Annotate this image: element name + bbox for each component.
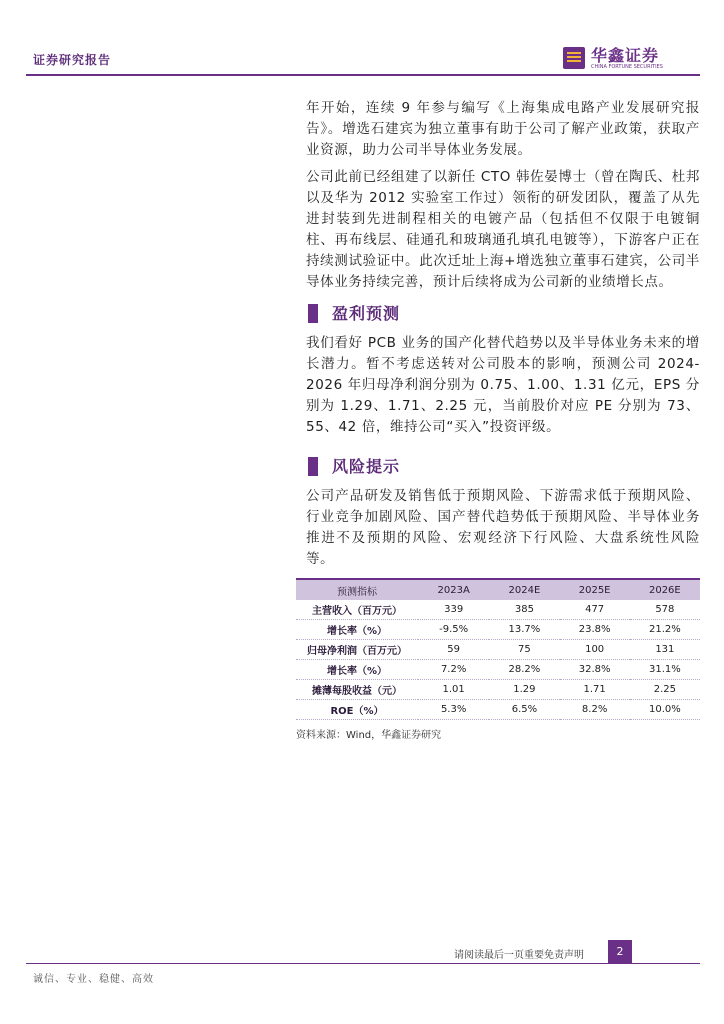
table-header-cell: 2026E — [630, 579, 700, 600]
page-number: 2 — [608, 940, 632, 964]
forecast-paragraph: 我们看好 PCB 业务的国产化替代趋势以及半导体业务未来的增长潜力。暂不考虑送转对公司股本的影响，预测公司 2024-2026 年归母净利润分别为 0.75、1.00、1.31 亿元，EPS 分别为 1.29、1.71、2.25 元，当前股价对应 PE 分别为 73、55、42 倍，维持公司“买入”投资评级。 — [306, 335, 700, 435]
table-cell: 8.2% — [560, 700, 630, 720]
disclaimer-note: 请阅读最后一页重要免责声明 — [454, 950, 584, 961]
section-heading-risk — [306, 452, 700, 482]
table-cell: 7.2% — [418, 660, 489, 680]
table-cell: 13.7% — [489, 620, 559, 640]
table-cell: 21.2% — [630, 620, 700, 640]
row-label: 增长率（%） — [296, 620, 418, 640]
main-content — [296, 98, 700, 741]
table-row — [296, 700, 700, 720]
table-cell: 385 — [489, 600, 559, 620]
table-source-note: 资料来源：Wind，华鑫证券研究 — [296, 730, 442, 741]
row-label: 归母净利润（百万元） — [296, 640, 418, 660]
row-label: 摊薄每股收益（元） — [296, 680, 418, 700]
brand-subtitle: CHINA FORTUNE SECURITIES — [591, 64, 663, 70]
doc-type-label: 证券研究报告 — [33, 53, 112, 67]
table-cell: 59 — [418, 640, 489, 660]
forecast-table — [296, 578, 700, 720]
table-cell: 131 — [630, 640, 700, 660]
risk-paragraph: 公司产品研发及销售低于预期风险、下游需求低于预期风险、行业竞争加剧风险、国产替代趋势低于预期风险、半导体业务推进不及预期的风险、宏观经济下行风险、大盘系统性风险等。 — [306, 488, 700, 567]
section-title: 风险提示 — [332, 457, 401, 476]
table-cell: 32.8% — [560, 660, 630, 680]
table-row — [296, 620, 700, 640]
body-paragraph: 年开始，连续 9 年参与编写《上海集成电路产业发展研究报告》。增选石建宾为独立董事有助于公司了解产业政策，获取产业资源，助力公司半导体业务发展。 — [306, 100, 700, 158]
table-cell: -9.5% — [418, 620, 489, 640]
section-title: 盈利预测 — [332, 304, 401, 323]
table-cell: 578 — [630, 600, 700, 620]
table-header-cell: 2025E — [560, 579, 630, 600]
section-marker-icon — [308, 457, 318, 476]
table-cell: 2.25 — [630, 680, 700, 700]
table-cell: 23.8% — [560, 620, 630, 640]
table-row — [296, 600, 700, 620]
section-marker-icon — [308, 304, 318, 323]
brand-logo — [563, 45, 703, 73]
table-cell: 1.01 — [418, 680, 489, 700]
table-cell: 5.3% — [418, 700, 489, 720]
brand-logo-icon — [563, 47, 585, 69]
footer-slogan: 诚信、专业、稳健、高效 — [33, 974, 154, 985]
row-label: ROE（%） — [296, 700, 418, 720]
table-cell: 1.71 — [560, 680, 630, 700]
table-row — [296, 660, 700, 680]
table-cell: 339 — [418, 600, 489, 620]
section-heading-forecast — [306, 299, 700, 329]
table-header-cell: 预测指标 — [296, 579, 418, 600]
table-row — [296, 640, 700, 660]
table-header-cell: 2024E — [489, 579, 559, 600]
table-cell: 28.2% — [489, 660, 559, 680]
table-cell: 477 — [560, 600, 630, 620]
table-row — [296, 680, 700, 700]
table-header-cell: 2023A — [418, 579, 489, 600]
body-paragraph: 公司此前已经组建了以新任 CTO 韩佐晏博士（曾在陶氏、杜邦以及华为 2012 实验室工作过）领衔的研发团队，覆盖了从先进封装到先进制程相关的电镀产品（包括但不仅限于电镀铜柱、再布线层、硅通孔和玻璃通孔填孔电镀等），下游客户正在持续测试验证中。此次迁址上海+增选独立董事石建宾，公司半导体业务持续完善，预计后续将成为公司新的业绩增长点。 — [306, 169, 700, 290]
table-cell: 31.1% — [630, 660, 700, 680]
table-cell: 1.29 — [489, 680, 559, 700]
header-divider — [26, 74, 700, 76]
footer-divider — [26, 963, 700, 964]
table-cell: 100 — [560, 640, 630, 660]
table-cell: 6.5% — [489, 700, 559, 720]
row-label: 增长率（%） — [296, 660, 418, 680]
table-cell: 75 — [489, 640, 559, 660]
table-header-row — [296, 579, 700, 600]
table-cell: 10.0% — [630, 700, 700, 720]
page-header — [0, 0, 724, 80]
row-label: 主营收入（百万元） — [296, 600, 418, 620]
brand-name: 华鑫证券 — [591, 46, 660, 65]
